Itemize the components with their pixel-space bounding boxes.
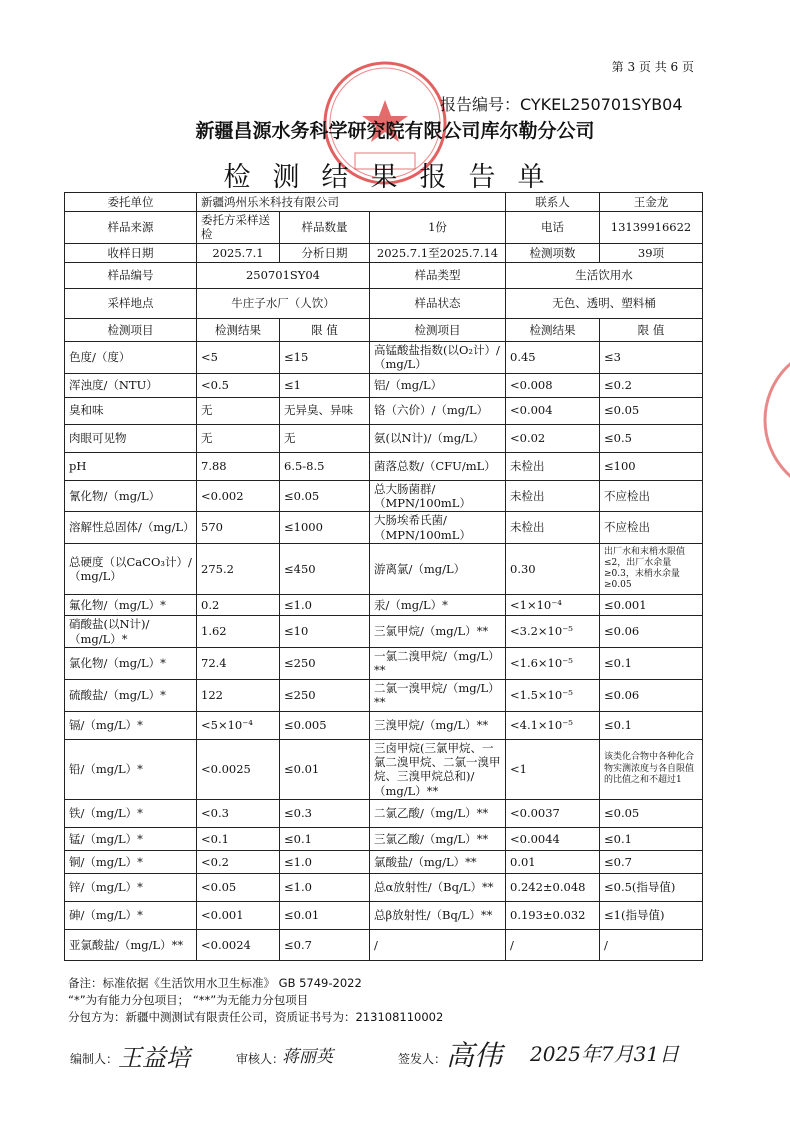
- reviewer-label: 审核人：: [236, 1052, 285, 1066]
- table-cell: 总β放射性/（Bq/L）**: [370, 902, 506, 930]
- column-header: 检测结果: [506, 318, 600, 341]
- table-cell: ≤1000: [280, 512, 370, 544]
- table-cell: 0.45: [506, 341, 600, 373]
- table-cell: ≤0.01: [280, 739, 370, 800]
- table-cell: 锰/（mg/L）*: [65, 828, 197, 851]
- table-cell: 总大肠菌群/（MPN/100mL）: [370, 480, 506, 512]
- table-cell: ≤3: [600, 341, 703, 373]
- table-cell: 硝酸盐(以N计)/（mg/L）*: [65, 616, 197, 648]
- reviewer-signature: 蒋丽英: [282, 1047, 333, 1067]
- table-row: [65, 480, 703, 512]
- table-cell: 总硬度（以CaCO₃计）/（mg/L）: [65, 544, 197, 595]
- qty-value: 1份: [370, 212, 506, 244]
- table-cell: ≤250: [280, 648, 370, 680]
- table-cell: ≤0.001: [600, 595, 703, 616]
- table-cell: 0.242±0.048: [506, 874, 600, 902]
- table-cell: 氰化物/（mg/L）: [65, 480, 197, 512]
- table-cell: 铜/（mg/L）*: [65, 851, 197, 874]
- table-cell: ≤0.1: [600, 648, 703, 680]
- table-cell: pH: [65, 452, 197, 480]
- table-cell: ≤0.05: [600, 800, 703, 828]
- table-cell: <0.3: [197, 800, 280, 828]
- recv-date-value: 2025.7.1: [197, 243, 280, 262]
- table-cell: /: [600, 930, 703, 961]
- table-row: [65, 397, 703, 424]
- company-name: 新疆昌源水务科学研究院有限公司库尔勒分公司: [195, 120, 595, 142]
- table-cell: <0.008: [506, 373, 600, 397]
- table-cell: 1.62: [197, 616, 280, 648]
- table-cell: 6.5-8.5: [280, 452, 370, 480]
- table-cell: /: [370, 930, 506, 961]
- table-row: [65, 930, 703, 961]
- table-cell: <0.5: [197, 373, 280, 397]
- table-cell: 72.4: [197, 648, 280, 680]
- source-value: 委托方采样送检: [197, 212, 280, 244]
- table-cell: 亚氯酸盐/（mg/L）**: [65, 930, 197, 961]
- phone-value: 13139916622: [600, 212, 703, 244]
- table-cell: 三卤甲烷(三氯甲烷、一氯二溴甲烷、二氯一溴甲烷、三溴甲烷总和)/（mg/L）**: [370, 739, 506, 800]
- sample-type-label: 样品类型: [370, 262, 506, 288]
- note-line: 分包方为：新疆中测测试有限责任公司，资质证书号为：213108110002: [68, 1010, 444, 1024]
- table-cell: ≤450: [280, 544, 370, 595]
- table-cell: <0.0024: [197, 930, 280, 961]
- table-row: [65, 800, 703, 828]
- table-cell: <0.05: [197, 874, 280, 902]
- table-cell: 氯酸盐/（mg/L）**: [370, 851, 506, 874]
- table-row: [65, 512, 703, 544]
- table-cell: <0.002: [197, 480, 280, 512]
- contact-label: 联系人: [506, 193, 600, 212]
- column-header: 限 值: [600, 318, 703, 341]
- column-header: 检测结果: [197, 318, 280, 341]
- client-value: 新疆鸿州乐米科技有限公司: [197, 193, 506, 212]
- table-cell: 铁/（mg/L）*: [65, 800, 197, 828]
- table-cell: 无: [197, 397, 280, 424]
- table-row: [65, 739, 703, 800]
- client-label: 委托单位: [65, 193, 197, 212]
- table-cell: ≤0.06: [600, 679, 703, 711]
- seam-seal-icon: [760, 300, 790, 540]
- column-header-row: [65, 318, 703, 341]
- sample-type-value: 生活饮用水: [506, 262, 703, 288]
- table-cell: <1: [506, 739, 600, 800]
- notes: [68, 975, 443, 1026]
- table-cell: <1.6×10⁻⁵: [506, 648, 600, 680]
- table-cell: 硫酸盐/（mg/L）*: [65, 679, 197, 711]
- table-cell: 无: [280, 424, 370, 452]
- column-header: 检测项目: [65, 318, 197, 341]
- items-count-label: 检测项数: [506, 243, 600, 262]
- table-cell: 二氯一溴甲烷/（mg/L）**: [370, 679, 506, 711]
- editor-label: 编制人：: [70, 1052, 119, 1066]
- table-row: [65, 874, 703, 902]
- table-cell: 0.193±0.032: [506, 902, 600, 930]
- table-cell: 溶解性总固体/（mg/L）: [65, 512, 197, 544]
- table-row: [65, 424, 703, 452]
- results-table: [64, 192, 703, 961]
- table-cell: 570: [197, 512, 280, 544]
- table-cell: ≤100: [600, 452, 703, 480]
- table-cell: 三氯乙酸/（mg/L）**: [370, 828, 506, 851]
- table-cell: 大肠埃希氏菌/（MPN/100mL）: [370, 512, 506, 544]
- table-row: [65, 711, 703, 739]
- table-cell: ≤0.7: [600, 851, 703, 874]
- table-cell: <5: [197, 341, 280, 373]
- site-label: 采样地点: [65, 288, 197, 318]
- table-cell: 汞/（mg/L）*: [370, 595, 506, 616]
- table-cell: 0.30: [506, 544, 600, 595]
- table-cell: 该类化合物中各种化合物实测浓度与各自限值的比值之和不超过1: [600, 739, 703, 800]
- table-row: [65, 452, 703, 480]
- table-row: [65, 373, 703, 397]
- table-cell: 不应检出: [600, 512, 703, 544]
- table-cell: ≤0.5(指导值): [600, 874, 703, 902]
- table-cell: 7.88: [197, 452, 280, 480]
- table-cell: 氟化物/（mg/L）*: [65, 595, 197, 616]
- info-row: [65, 212, 703, 244]
- table-cell: <0.2: [197, 851, 280, 874]
- column-header: 检测项目: [370, 318, 506, 341]
- table-cell: <3.2×10⁻⁵: [506, 616, 600, 648]
- table-cell: 氯化物/（mg/L）*: [65, 648, 197, 680]
- table-cell: <0.0025: [197, 739, 280, 800]
- table-cell: 三氯甲烷/（mg/L）**: [370, 616, 506, 648]
- page-title: 检测结果报告单: [223, 162, 567, 193]
- table-cell: <0.0037: [506, 800, 600, 828]
- table-cell: ≤0.05: [600, 397, 703, 424]
- table-cell: <0.1: [197, 828, 280, 851]
- table-cell: ≤0.3: [280, 800, 370, 828]
- state-label: 样品状态: [370, 288, 506, 318]
- table-row: [65, 902, 703, 930]
- table-cell: 二氯乙酸/（mg/L）**: [370, 800, 506, 828]
- analysis-date-value: 2025.7.1至2025.7.14: [370, 243, 506, 262]
- table-cell: ≤0.1: [280, 828, 370, 851]
- page-number: 第 3 页 共 6 页: [611, 60, 694, 74]
- table-cell: 铬（六价）/（mg/L）: [370, 397, 506, 424]
- table-cell: 臭和味: [65, 397, 197, 424]
- table-cell: ≤10: [280, 616, 370, 648]
- sample-no-label: 样品编号: [65, 262, 197, 288]
- sample-no-value: 250701SY04: [197, 262, 370, 288]
- table-row: [65, 679, 703, 711]
- table-cell: 三溴甲烷/（mg/L）**: [370, 711, 506, 739]
- table-cell: 未检出: [506, 480, 600, 512]
- recv-date-label: 收样日期: [65, 243, 197, 262]
- table-cell: 一氯二溴甲烷/（mg/L）**: [370, 648, 506, 680]
- issuer-signature: 高伟: [446, 1039, 503, 1072]
- table-cell: ≤0.005: [280, 711, 370, 739]
- table-cell: 镉/（mg/L）*: [65, 711, 197, 739]
- table-cell: <4.1×10⁻⁵: [506, 711, 600, 739]
- contact-value: 王金龙: [600, 193, 703, 212]
- table-cell: ≤0.1: [600, 828, 703, 851]
- table-cell: 0.01: [506, 851, 600, 874]
- table-row: [65, 648, 703, 680]
- table-cell: 未检出: [506, 452, 600, 480]
- table-cell: 275.2: [197, 544, 280, 595]
- table-row: [65, 341, 703, 373]
- table-cell: 砷/（mg/L）*: [65, 902, 197, 930]
- table-cell: 0.2: [197, 595, 280, 616]
- table-cell: ≤0.1: [600, 711, 703, 739]
- note-line: “*”为有能力分包项目； “**”为无能力分包项目: [68, 993, 309, 1007]
- table-cell: 锌/（mg/L）*: [65, 874, 197, 902]
- note-line: 备注：标准依据《生活饮用水卫生标准》 GB 5749-2022: [68, 976, 362, 990]
- table-cell: 不应检出: [600, 480, 703, 512]
- sign-date: 2025年7月31日: [530, 1042, 680, 1066]
- signature-area: [0, 1038, 790, 1088]
- issuer-label: 签发人：: [398, 1052, 447, 1066]
- table-cell: 浑浊度/（NTU）: [65, 373, 197, 397]
- table-cell: 色度/（度）: [65, 341, 197, 373]
- table-cell: ≤1.0: [280, 851, 370, 874]
- table-row: [65, 595, 703, 616]
- table-cell: ≤0.06: [600, 616, 703, 648]
- table-cell: 122: [197, 679, 280, 711]
- table-cell: ≤1: [280, 373, 370, 397]
- table-cell: <0.004: [506, 397, 600, 424]
- info-row: [65, 288, 703, 318]
- table-row: [65, 544, 703, 595]
- info-row: [65, 243, 703, 262]
- table-cell: 氨(以N计)/（mg/L）: [370, 424, 506, 452]
- table-cell: 未检出: [506, 512, 600, 544]
- table-cell: ≤250: [280, 679, 370, 711]
- table-cell: 无: [197, 424, 280, 452]
- table-cell: ≤1.0: [280, 874, 370, 902]
- table-cell: 铅/（mg/L）*: [65, 739, 197, 800]
- table-cell: ≤1.0: [280, 595, 370, 616]
- table-cell: ≤0.7: [280, 930, 370, 961]
- table-cell: 高锰酸盐指数(以O₂计）/（mg/L）: [370, 341, 506, 373]
- table-row: [65, 851, 703, 874]
- source-label: 样品来源: [65, 212, 197, 244]
- state-value: 无色、透明、塑料桶: [506, 288, 703, 318]
- table-cell: <0.02: [506, 424, 600, 452]
- table-cell: <5×10⁻⁴: [197, 711, 280, 739]
- table-cell: ≤0.05: [280, 480, 370, 512]
- table-cell: <0.001: [197, 902, 280, 930]
- table-cell: 肉眼可见物: [65, 424, 197, 452]
- phone-label: 电话: [506, 212, 600, 244]
- qty-label: 样品数量: [280, 212, 370, 244]
- column-header: 限 值: [280, 318, 370, 341]
- table-cell: 总α放射性/（Bq/L）**: [370, 874, 506, 902]
- table-cell: 菌落总数/（CFU/mL）: [370, 452, 506, 480]
- table-cell: ≤15: [280, 341, 370, 373]
- table-cell: <0.0044: [506, 828, 600, 851]
- table-row: [65, 616, 703, 648]
- table-cell: <1.5×10⁻⁵: [506, 679, 600, 711]
- table-cell: <1×10⁻⁴: [506, 595, 600, 616]
- table-cell: ≤0.2: [600, 373, 703, 397]
- site-value: 牛庄子水厂（人饮）: [197, 288, 370, 318]
- table-cell: 游离氯/（mg/L）: [370, 544, 506, 595]
- report-number: 报告编号：CYKEL250701SYB04: [440, 95, 683, 114]
- table-cell: ≤1(指导值): [600, 902, 703, 930]
- table-cell: 无异臭、异味: [280, 397, 370, 424]
- info-row: [65, 262, 703, 288]
- items-count-value: 39项: [600, 243, 703, 262]
- table-cell: 铝/（mg/L）: [370, 373, 506, 397]
- table-row: [65, 828, 703, 851]
- table-cell: ≤0.5: [600, 424, 703, 452]
- analysis-date-label: 分析日期: [280, 243, 370, 262]
- table-cell: ≤0.01: [280, 902, 370, 930]
- table-cell: 出厂水和末梢水限值≤2，出厂水余量≥0.3，末梢水余量≥0.05: [600, 544, 703, 595]
- info-row: [65, 193, 703, 212]
- editor-signature: 王益培: [118, 1044, 190, 1072]
- table-cell: /: [506, 930, 600, 961]
